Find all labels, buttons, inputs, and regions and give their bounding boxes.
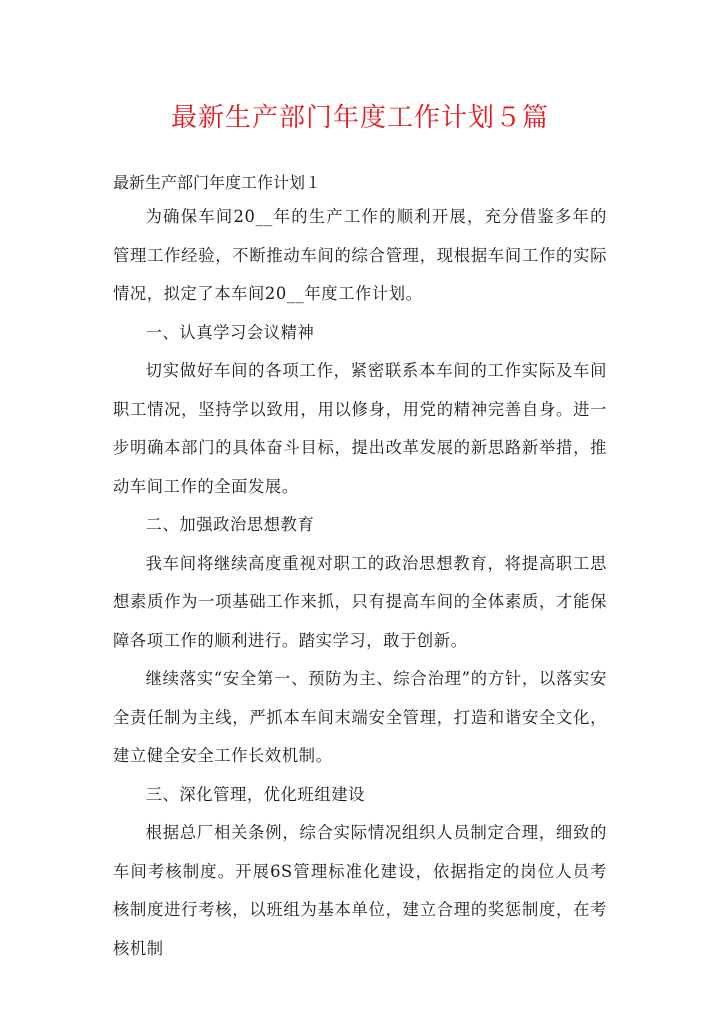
paragraph: 根据总厂相关条例，综合实际情况组织人员制定合理，细致的车间考核制度。开展6S管理标准化建设，依据指定的岗位人员考核制度进行考核，以班组为基本单位，建立合理的奖惩制度，在考核机制 (113, 823, 607, 958)
paragraph: 继续落实“安全第一、预防为主、综合治理”的方针，以落实安全责任制为主线，严抓本车间末端安全管理，打造和谐安全文化，建立健全安全工作长效机制。 (113, 669, 607, 765)
paragraph: 为确保车间20__年的生产工作的顺利开展，充分借鉴多年的管理工作经验，不断推动车间的综合管理，现根据车间工作的实际情况，拟定了本车间20__年度工作计划。 (113, 207, 607, 303)
document-subtitle: 最新生产部门年度工作计划１ (113, 173, 322, 192)
section-heading: 二、加强政治思想教育 (145, 515, 315, 534)
document-title: 最新生产部门年度工作计划５篇 (170, 103, 549, 133)
section-heading: 三、深化管理，优化班组建设 (145, 784, 366, 804)
paragraph: 切实做好车间的各项工作，紧密联系本车间的工作实际及车间职工情况，坚持学以致用，用以修身，用党的精神完善自身。进一步明确本部门的具体奋斗目标，提出改革发展的新思路新举措，推动车间工作的全面发展。 (113, 361, 607, 496)
document-body (113, 198, 607, 968)
section-heading: 一、认真学习会议精神 (145, 322, 315, 342)
paragraph: 我车间将继续高度重视对职工的政治思想教育，将提高职工思想素质作为一项基础工作来抓，只有提高车间的全体素质，才能保障各项工作的顺利进行。踏实学习，敢于创新。 (113, 553, 607, 650)
